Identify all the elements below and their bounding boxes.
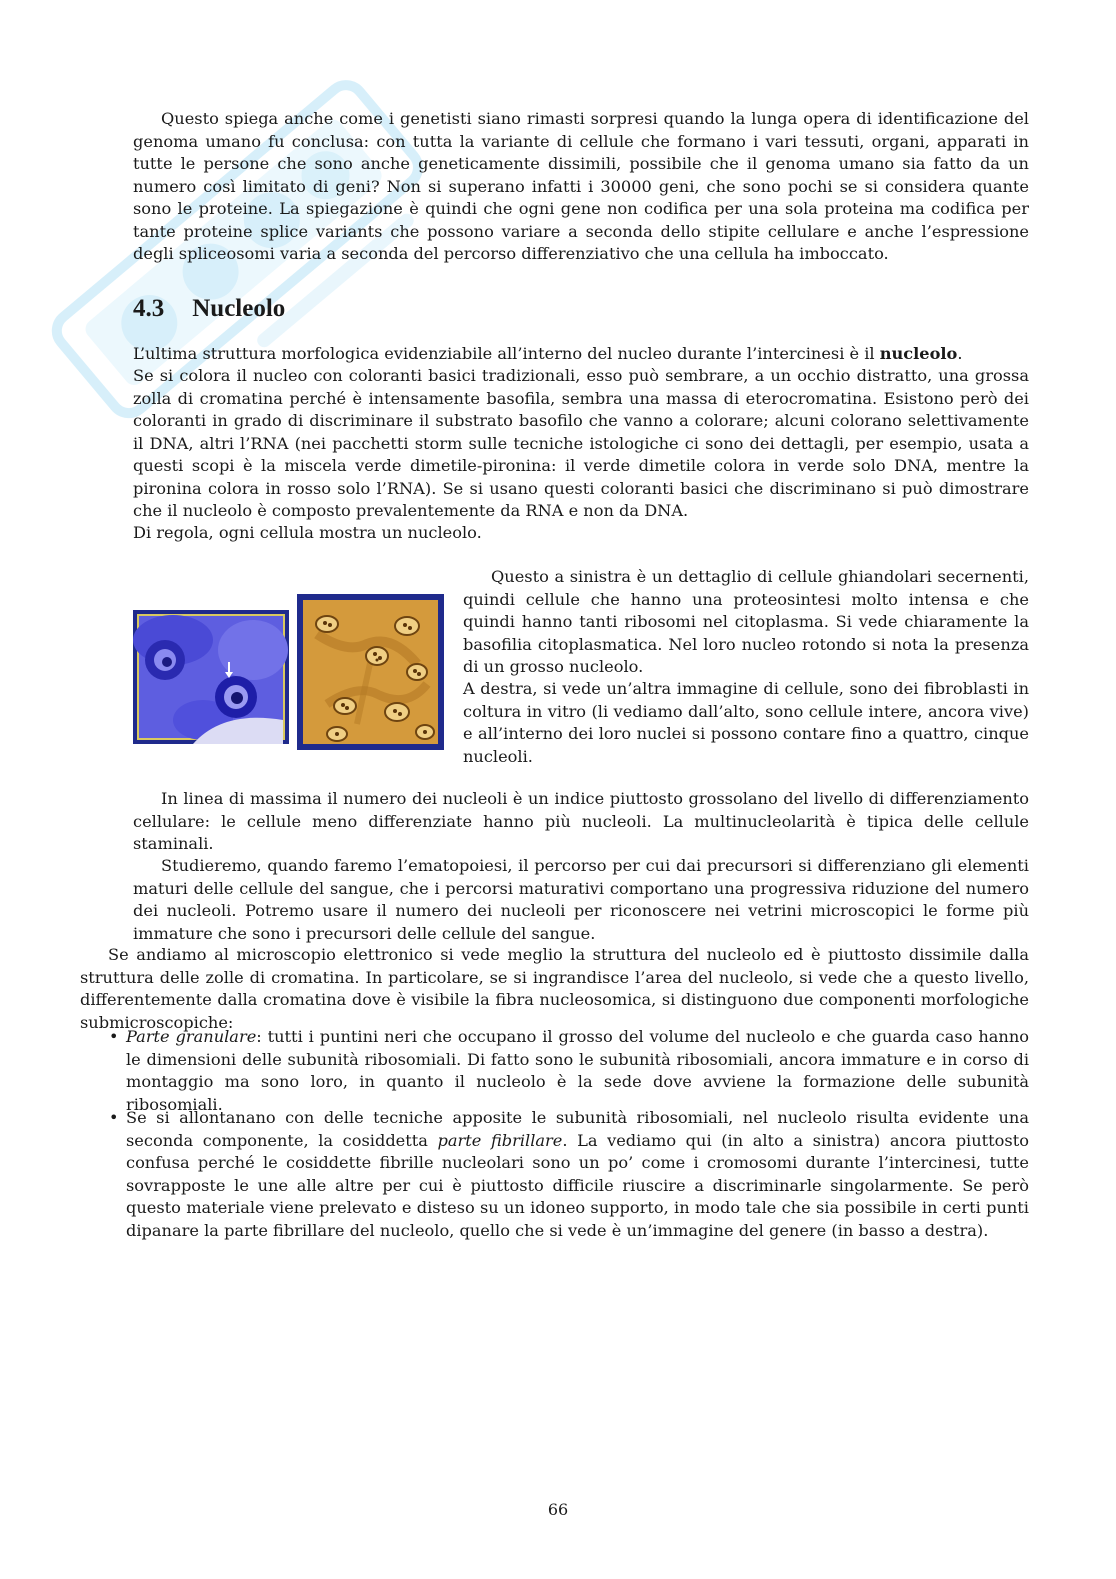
differentiation-paragraph: In linea di massima il numero dei nucleoli è un indice piuttosto grossolano del livello di differenziamento cellulare: le cellule meno differenziate hanno più nucleoli. La multinucleolarità è tipica delle cellule staminali. — [133, 789, 1029, 853]
figure-caption-right: A destra, si vede un’altra immagine di cellule, sono dei fibroblasti in coltura in vitro (li vediamo dall’alto, sono cellule intere, ancora vive) e all’interno dei loro nuclei si possono contare fino a quattro, cinque nucleoli. — [463, 679, 1029, 766]
page-number: 66 — [547, 1500, 569, 1519]
fibrillar-text-after: . La vediamo qui (in alto a sinistra) ancora piuttosto confusa perché le cosiddette fibrille nucleolari sono un po’ come i cromosomi durante l’intercinesi, tutte sovrapposte le une alle altre per cui è piuttosto difficile riuscire a discriminarle singolarmente. Se però questo materiale viene prelevato e disteso su un idoneo supporto, in modo tale che sia possibile in certi punti dipanare la parte fibrillare del nucleolo, quello che si vede è un’immagine del genere (in basso a destra). — [126, 1130, 1029, 1240]
section-title: Nucleolo — [192, 295, 286, 322]
section-heading — [133, 295, 285, 323]
rule-line: Di regola, ogni cellula mostra un nucleolo. — [133, 523, 482, 542]
nucleolus-term: nucleolo — [879, 344, 958, 363]
bullet-marker: • — [109, 1027, 119, 1046]
fibroblasts-micrograph — [297, 594, 444, 750]
staining-paragraph: Se si colora il nucleo con coloranti basici tradizionali, esso può sembrare, a un occhio distratto, una grossa zolla di cromatina perché è intensamente basofila, sembra una massa di eterocromatina. Esistono però dei coloranti in grado di discriminare il substrato basofilo che vanno a colorare; alcuni colorano selettivamente il DNA, altri l’RNA (nei pacchetti storm sulle tecniche istologiche ci sono dei dettagli, per esempio, usata a questi scopi è la miscela verde dimetile-pironina: il verde dimetile colora in verde solo DNA, mentre la pironina colora in rosso solo l’RNA). Se si usano questi coloranti basici che discriminano si può dimostrare che il nucleolo è composto prevalentemente da RNA e non da DNA. — [133, 366, 1029, 520]
nucleolus-intro — [133, 343, 1029, 366]
bullet-granular — [126, 1026, 1029, 1116]
nucleolus-intro-end: . — [957, 344, 963, 363]
hematopoiesis-paragraph: Studieremo, quando faremo l’ematopoiesi, il percorso per cui dai precursori si differenziano gli elementi maturi delle cellule del sangue, che i percorsi maturativi comportano una progressiva riduzione del numero dei nucleoli. Potremo usare il numero dei nucleoli per riconoscere nei vetrini microscopici le forme più immature che sono i precursori delle cellule del sangue. — [133, 856, 1029, 943]
bullet-marker: • — [109, 1108, 119, 1127]
intro-paragraph: Questo spiega anche come i genetisti siano rimasti sorpresi quando la lunga opera di identificazione del genoma umano fu conclusa: con tutta la variante di cellule che formano i vari tessuti, organi, apparati in tutte le persone che sono anche geneticamente dissimili, possibile che il genoma umano sia fatto da un numero così limitato di geni? Non si superano infatti i 30000 geni, che sono pochi se si considera quante sono le proteine. La spiegazione è quindi che ogni gene non codifica per una sola proteina ma codifica per tante proteine splice variants che possono variare a seconda dello stipite cellulare e anche l’espressione degli spliceosomi varia a seconda del percorso differenziativo che una cellula ha imboccato. — [133, 109, 1029, 263]
bullet-fibrillar — [126, 1107, 1029, 1242]
figure-caption-left: Questo a sinistra è un dettaglio di cellule ghiandolari secernenti, quindi cellule che hanno una proteosintesi molto intensa e che quindi hanno tanti ribosomi nel citoplasma. Si vede chiaramente la basofilia citoplasmatica. Nel loro nucleo rotondo si nota la presenza di un grosso nucleolo. — [463, 567, 1029, 676]
granular-text: : tutti i puntini neri che occupano il grosso del volume del nucleolo e che guarda caso hanno le dimensioni delle subunità ribosomiali. Di fatto sono le subunità ribosomiali, ancora immature e in corso di montaggio ma sono loro, in quanto il nucleolo è la sede dove avviene la formazione delle subunità ribosomiali. — [126, 1027, 1030, 1114]
section-number: 4.3 — [133, 295, 165, 322]
fibrillar-term: parte fibrillare — [437, 1130, 563, 1150]
nucleolus-intro-text: L’ultima struttura morfologica evidenziabile all’interno del nucleo durante l’intercinesi è il — [133, 344, 880, 363]
fibrillar-text-before: Se si allontanano con delle tecniche apposite le subunità ribosomiali, nel nucleolo risulta evidente una seconda componente, la cosiddetta — [126, 1108, 1029, 1150]
em-paragraph: Se andiamo al microscopio elettronico si vede meglio la struttura del nucleolo ed è piuttosto dissimile dalla struttura delle zolle di cromatina. In particolare, se si ingrandisce l’area del nucleolo, si vede che a questo livello, differentemente dalla cromatina dove è visibile la fibra nucleosomica, si distinguono due componenti morfologiche submicroscopiche: — [80, 945, 1029, 1032]
granular-term: Parte granulare — [126, 1027, 257, 1046]
glandular-cells-micrograph — [133, 610, 289, 744]
